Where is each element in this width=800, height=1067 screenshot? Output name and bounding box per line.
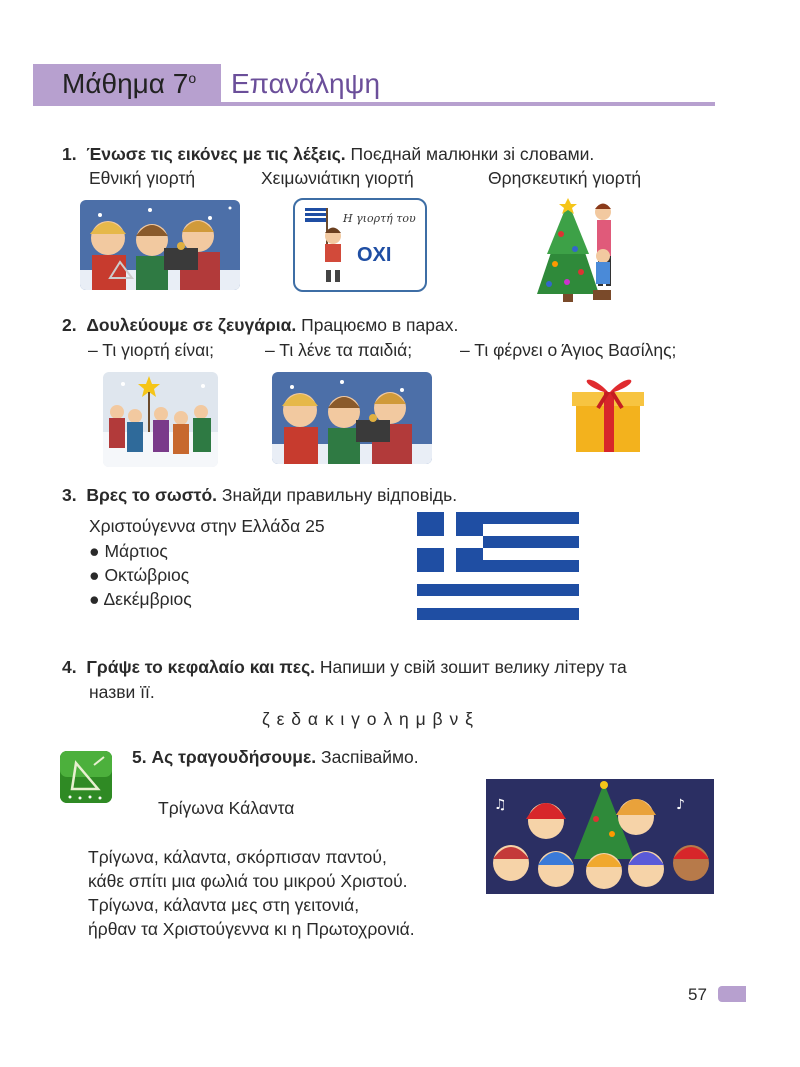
oxi-card-caption: Η γιορτή του bbox=[343, 212, 416, 225]
christmas-tree-image bbox=[533, 194, 623, 309]
carol-singers-image bbox=[80, 200, 240, 290]
lesson-number: Μάθημα $7^o$ bbox=[62, 68, 197, 99]
exercise-4-instruction-cont: назви її. bbox=[89, 682, 155, 702]
gift-box-image bbox=[568, 368, 653, 456]
option-march[interactable]: ● Μάρτιος bbox=[89, 541, 168, 561]
lesson-topic: Επανάληψη bbox=[231, 68, 381, 99]
option-december[interactable]: ● Δεκέμβριος bbox=[89, 589, 192, 609]
lyrics-line: Τρίγωνα, κάλαντα, σκόρπισαν παντού, bbox=[88, 847, 387, 867]
oxi-day-card bbox=[293, 198, 427, 292]
exercise-1-instruction: 1. Ένωσε τις εικόνες με τις λέξεις. Поєднай малюнки зі словами. bbox=[62, 144, 595, 164]
lyrics-line: κάθε σπίτι μια φωλιά του μικρού Χριστού. bbox=[88, 871, 408, 891]
header-underline bbox=[33, 102, 715, 106]
lyrics-line: ήρθαν τα Χριστούγεννα κι η Πρωτοχρονιά. bbox=[88, 919, 415, 939]
option-october[interactable]: ● Οκτώβριος bbox=[89, 565, 190, 585]
exercise-4-instruction: 4. Γράψε το κεφαλαίο και πες. Напиши у свій зошит велику літеру та bbox=[62, 657, 627, 677]
page-tab-marker bbox=[718, 986, 746, 1002]
greek-flag-image bbox=[417, 512, 579, 620]
letter-sequence: ζ ε δ α κ ι γ ο λ η μ β ν ξ bbox=[262, 709, 474, 729]
music-triangle-icon[interactable] bbox=[60, 751, 112, 803]
oxi-card-word: ΟΧΙ bbox=[357, 244, 392, 266]
exercise-3-question: Χριστούγεννα στην Ελλάδα 25 bbox=[89, 516, 325, 536]
word-national-holiday: Εθνική γιορτή bbox=[89, 168, 196, 188]
question-what-children-say: – Τι λένε τα παιδιά; bbox=[265, 340, 413, 360]
question-what-santa-brings: – Τι φέρνει ο Άγιος Βασίλης; bbox=[460, 340, 677, 360]
word-religious-holiday: Θρησκευτική γιορτή bbox=[488, 168, 642, 188]
kids-singing-image bbox=[486, 779, 714, 894]
exercise-3-instruction: 3. Βρες το σωστό. Знайди правильну відповідь. bbox=[62, 485, 458, 505]
word-winter-holiday: Χειμωνιάτικη γιορτή bbox=[261, 168, 414, 188]
question-what-holiday: – Τι γιορτή είναι; bbox=[88, 340, 214, 360]
svg-text:♪: ♪ bbox=[676, 797, 685, 813]
exercise-5-instruction: 5. Ας τραγουδήσουμε. Заспіваймо. bbox=[132, 747, 419, 767]
carolers-snow-image bbox=[103, 372, 218, 467]
page-number: 57 bbox=[688, 985, 707, 1004]
lyrics-line: Τρίγωνα, κάλαντα μες στη γειτονιά, bbox=[88, 895, 360, 915]
svg-text:♫: ♫ bbox=[494, 797, 507, 813]
carol-singers-image-2 bbox=[272, 372, 432, 464]
exercise-2-instruction: 2. Δουλεύουμε σε ζευγάρια. Працюємо в парах. bbox=[62, 315, 459, 335]
song-title: Τρίγωνα Κάλαντα bbox=[158, 798, 295, 818]
